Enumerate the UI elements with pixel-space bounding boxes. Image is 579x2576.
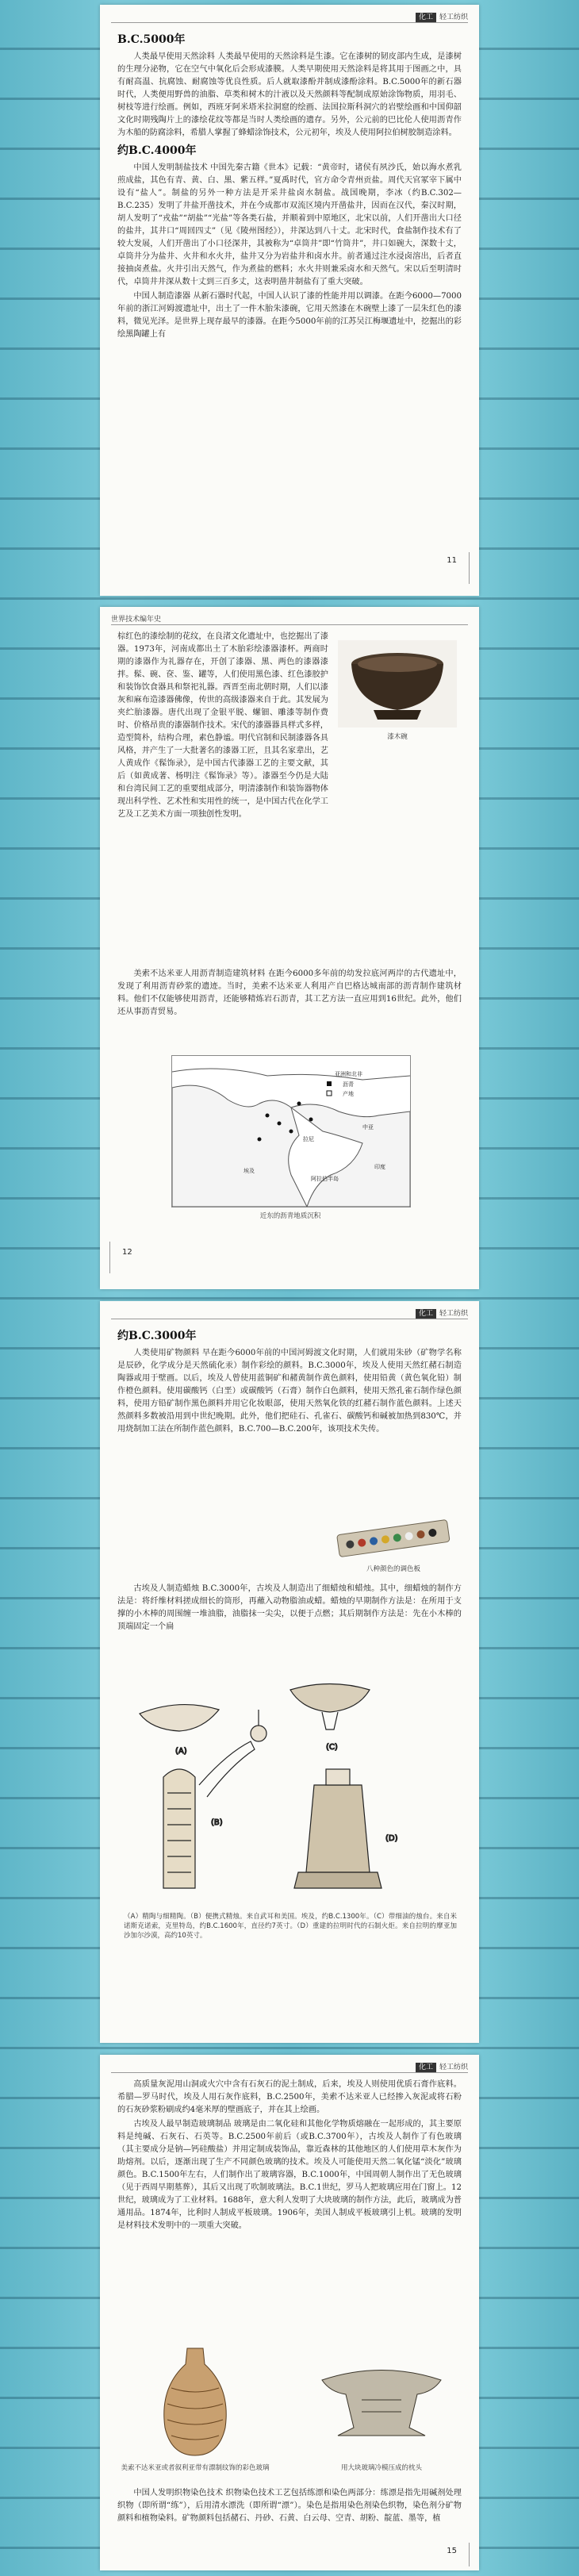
paragraph: 中国人发明制盐技术 中国先秦古籍《世本》记载：“黄帝时，诸侯有夙沙氏，始以海水煮乳煎成盐，其色有青、黄、白、黑、紫五样。”夏禹时代，官方命令青州贡盐。周代天官冢宰下属中设有“盐人”。制盐的另外一种方法是开采井盐卤水制盐。战国晚期，李冰（约B.C.302—B.C.235）发明了井盐开凿技术，并在今成都市双流区境内开凿盐井，因而在汉代，秦汉时期，胡人发明了“戎盐”“胡盐”“光盐”等各类石盐，并顺着到中原地区，北宋以前，人们开凿出大口径的盐井，其井口“周回四丈”（见《陵州图经》），井深达到八十丈。北宋时代，食盐制作技术有了较大发展，人们开凿出了小口径深井，其被称为“卓筒井”即“竹筒井”，井口如碗大，深数十丈，卓筒井分为盐井、火井和水火井，盐井又分为岩盐井和卤水井。前者通过注水浸卤溶出，后者直接抽卤煮盐。火井引出天然气，作为煮盐的燃料；水火井则兼采卤水和天然气。宋以后至明清时代，卓筒井井深从数十丈到三百多丈，这表明凿井制盐有了重大突破。 xyxy=(117,163,462,286)
page-body xyxy=(117,2079,462,2234)
header-title: 轻工纺织 xyxy=(439,1310,468,1318)
glass-vase-figure xyxy=(132,2340,259,2459)
paragraph: 古埃及人制造蜡烛 B.C.3000年，古埃及人制造出了细蜡烛和蜡烛。其中，细蜡烛的制作方法是：将纤维材料搓成细长的筒形，再蘸入动物脂油或蜡。蜡烛的早期制作方法是：在所用于支撑的小木棒的周围缠一堆油脂，油脂抹一尖尖，以便于点燃；其后期制作方法是：先在小木棒的顶端固定一个扁 xyxy=(117,1584,462,1631)
page-body xyxy=(117,1325,462,1347)
running-header: 世界技术编年史 xyxy=(111,616,162,624)
map-figure xyxy=(171,1055,411,1207)
header-section: 化工 xyxy=(416,2063,436,2072)
header-rule xyxy=(111,624,468,625)
paragraph: 人类最早使用天然涂料 人类最早使用的天然涂料是生漆。它在漆树的韧皮部内生成，是漆树的生理分泌物，它在空气中氧化后会形成漆膜。人类早期使用天然涂料是将其用于图画之中，具有耐高温、抗腐蚀、耐腐蚀等优良性质。后人就取漆酚并制成漆酚涂料。B.C.5000年的新石器时代，人类便用野兽的油脂、草类和树木的汁液以及天然颜料等配制成原始涂饰物质，用羽毛、树枝等进行绘画。例如，西班牙阿米塔米拉洞窟的绘画、法国拉斯科洞穴的岩壁绘画和中国仰韶文化时期残陶片上的漆绘花纹等都是当时人类绘画的遗存。另外，公元前的巴比伦人使用沥青作为木船的防腐涂料，希腊人掌握了蜂蜡涂饰技术，公元初年，埃及人使用阿拉伯树胶制造涂料。 xyxy=(117,52,462,137)
figure-caption: 美索不达米亚或者叙利亚带有漂制纹饰的彩色玻璃 xyxy=(121,2464,270,2472)
paragraph: 中国人制造漆器 从新石器时代起，中国人认识了漆的性能并用以调漆。在距今6000—7000年前的浙江河姆渡遗址中，出土了一件木胎朱漆碗，它用天然漆在木碗壁上漆了一层朱红色的漆料，微见光泽。是世界上现存最早的漆器。在距今5000年前的江苏吴江梅堰遗址中，挖掘出的彩绘黑陶罐上有 xyxy=(117,292,462,339)
page-number: 15 xyxy=(447,2547,457,2555)
page-body-bottom xyxy=(117,968,462,1020)
header-section: 化工 xyxy=(416,1309,436,1319)
figure-caption: （A）精陶与细精陶。（B）便携式精烛。来自武耳和美国。埃及，约B.C.1300年。（C）带细油的烛台。来自米诺斯克诺索，克里特岛，约B.C.1600年，直径约7英寸。（D）重建的拉明时代的石制火炬。来自拉明的摩亚加沙加尔沙漠，高约10英寸。 xyxy=(124,1913,457,1940)
glass-pillow-image xyxy=(314,2356,449,2451)
running-header xyxy=(416,11,468,21)
book-page-15 xyxy=(100,2055,479,2570)
figure-caption: 漆木碗 xyxy=(387,733,408,741)
era-heading: B.C.5000年 xyxy=(117,33,186,46)
page-body xyxy=(117,29,462,343)
era-heading: 约B.C.4000年 xyxy=(117,144,197,157)
header-title: 轻工纺织 xyxy=(439,13,468,21)
lacquer-bowl-figure xyxy=(338,640,457,727)
paragraph: 美索不达米亚人用沥青制造建筑材料 在距今6000多年前的幼发拉底河两岸的古代遗址中，发现了利用沥青砂浆的遗迹。当时，美索不达米亚人利用产自巴格达城南部的沥青制作建筑材料。他们不仅能够使用沥青，还能够精炼岩石沥青，其工艺方法一直应用到16世纪。此外，他们还从事沥青贸易。 xyxy=(117,969,462,1016)
map-place-label: 阿拉伯半岛 xyxy=(311,1176,339,1182)
map-legend-label: 沥青 xyxy=(343,1081,354,1088)
map-place-label: 拉尼 xyxy=(303,1136,314,1142)
glass-vase-image xyxy=(132,2340,259,2459)
header-section: 化工 xyxy=(416,13,436,22)
header-rule xyxy=(111,22,468,23)
running-header xyxy=(416,1307,468,1318)
map-place-label: 印度 xyxy=(374,1164,385,1170)
lamps-illustration xyxy=(132,1666,449,1904)
svg-text:(A): (A) xyxy=(175,1747,187,1756)
paragraph: 中国人发明织物染色技术 织物染色技术工艺包括练漂和染色两部分：练漂是指先用碱剂处理织物（即所谓“练”），后用清水漂洗（即所谓“漂”）。染色是指用染色剂染色织物，染色剂分矿物颜料和植物染料。矿物颜料包括赭石、丹砂、石黄、白云母、空青、胡粉、靛蓝、墨等，植 xyxy=(117,2489,462,2523)
book-page-13 xyxy=(100,1301,479,2043)
paragraph: 古埃及人最早制造玻璃制品 玻璃是由二氧化硅和其他化学物质熔融在一起形成的，其主要原料是纯碱、石灰石、石英等。B.C.2500年前后（或B.C.3700年），古埃及人制作了有色玻璃（其主要成分是钠—钙硅酸盐）并用定制成装饰品，靠近森林的其他地区的人们使用草木灰作为助熔剂。以后，逐渐出现了生产不同颜色玻璃的技术。埃及人可能使用天然二氧化锰“淡化”玻璃颜色。B.C.1500年左右，人们制作出了玻璃容器，B.C.1000年，中国周朝人制作出了无色玻璃（见于西周早期墓葬），其后又出现了吹制玻璃法。B.C.1世纪，罗马人把玻璃应用在门窗上。12世纪，玻璃成为了工业材料。1688年，意大利人发明了大块玻璃的制作方法，此后，玻璃成为普通用品。1874年，比利时人制成平板玻璃。1906年，美国人制成平板玻璃引上机。玻璃的发明是材料技术发明中的一项重大突破。 xyxy=(117,2120,462,2230)
map-legend-label: 产地 xyxy=(343,1091,354,1097)
margin-rule xyxy=(469,552,470,584)
svg-text:(D): (D) xyxy=(385,1834,398,1843)
map-place-label: 埃及 xyxy=(243,1168,255,1174)
lacquer-bowl-image xyxy=(338,640,457,727)
page-number: 11 xyxy=(447,556,457,565)
figure-caption: 用大块玻璃冷模压成的枕头 xyxy=(340,2464,422,2472)
paragraph: 人类使用矿物颜料 早在距今6000年前的中国河姆渡文化时期，人们就用朱砂（矿物学名称是辰砂，化学成分是天然硫化汞）制作彩绘的颜料。B.C.3000年，埃及人使用天然红赭石制造陶器或用于壁画。以后，埃及人曾使用蓝铜矿和赭黄制作黄色颜料，使用铅黄（黄色氧化铅）制作橙色颜料。使用碳酸钙（白垩）或碳酸钙（石膏）制作白色颜料，使用天然孔雀石制作绿色颜料，使用方铅矿制作黑色颜料并用它化妆眼部，使用天然氧化铁的红赭石制作蓝色颜料。上述天然颜料多数被沿用到中世纪晚期。此外，他们把硅石、孔雀石、碳酸钙和碱被加热到830℃，并用烧制加工法在所制作蓝色颜料，B.C.700—B.C.200年，该项技术失传。 xyxy=(117,1349,462,1434)
book-page-11 xyxy=(100,5,479,596)
lamps-figure xyxy=(132,1666,449,1904)
page-number: 12 xyxy=(122,1248,132,1257)
svg-text:(B): (B) xyxy=(211,1818,223,1827)
glass-pillow-figure xyxy=(314,2356,449,2451)
paragraph: 高质量灰泥用山洞或火穴中含有石灰石的泥土制成，后来，埃及人则使用优质石膏作底料。希腊—罗马时代，埃及人用石灰作底料，B.C.2500年，美索不达米亚人已经掺入灰泥或将石粉的石灰砂浆粉刷成约4毫米厚的壁画底子，并在其上绘画。 xyxy=(117,2080,462,2114)
map-place-label: 中亚 xyxy=(362,1124,374,1131)
era-heading: 约B.C.3000年 xyxy=(117,1330,197,1342)
header-title: 轻工纺织 xyxy=(439,2063,468,2071)
page-body xyxy=(117,1583,462,1635)
page-body-top xyxy=(117,631,328,823)
running-header xyxy=(416,2061,468,2071)
map-legend-title: 亚洲和北非 xyxy=(335,1071,362,1077)
margin-rule xyxy=(109,1242,110,1273)
margin-rule xyxy=(469,2543,470,2566)
book-page-12 xyxy=(100,607,479,1289)
svg-text:(C): (C) xyxy=(326,1743,338,1752)
asphalt-map xyxy=(172,1056,410,1207)
paragraph: 棕红色的漆绘制的花纹，在良渚文化遗址中，也挖掘出了漆器。1973年，河南成都出土了木胎彩绘漆器漆杯。两商时期的漆器作为礼器存在，开创了漆器、黑、两色的漆器漆拌。髹、碗、奁、鉴、罐等，人们使用黑色漆、红色漆胶护和装饰饮食器具和祭祀礼器。西晋至南北朝时期，人们以漆灰和麻布造漆器佛像，传世的高级漆器来自于此。其发展为夹纻胎漆器。唐代出现了金银平脱、螺钿、雕漆等制作费时、价格昂贵的漆器制作技术。宋代的漆器器具样式多样，造型简朴，结构合理，素色静谧。明代官制和民制漆器各具风格，并产生了一大批著名的漆器工匠，且其名家辈出，艺人黄成作《髹饰录》，是中国古代漆器工艺的主要文献，其后（如黄成著、杨明注《髹饰录》等）。漆器至今仍是大陆和台湾民间工艺的重要组成部分，明清漆制作和装饰器物体现出科学性、艺术性和实用性的统一，是中国古代在化学工艺及工艺美术方面一项独创性发明。 xyxy=(117,632,328,819)
page-body xyxy=(117,1347,462,1438)
palette-image xyxy=(330,1515,457,1563)
figure-caption: 近东的沥青地质沉积 xyxy=(259,1212,321,1220)
header-rule xyxy=(111,2072,468,2073)
figure-caption: 八种颜色的调色板 xyxy=(366,1565,420,1573)
page-body xyxy=(117,2487,462,2527)
palette-figure xyxy=(330,1515,457,1563)
